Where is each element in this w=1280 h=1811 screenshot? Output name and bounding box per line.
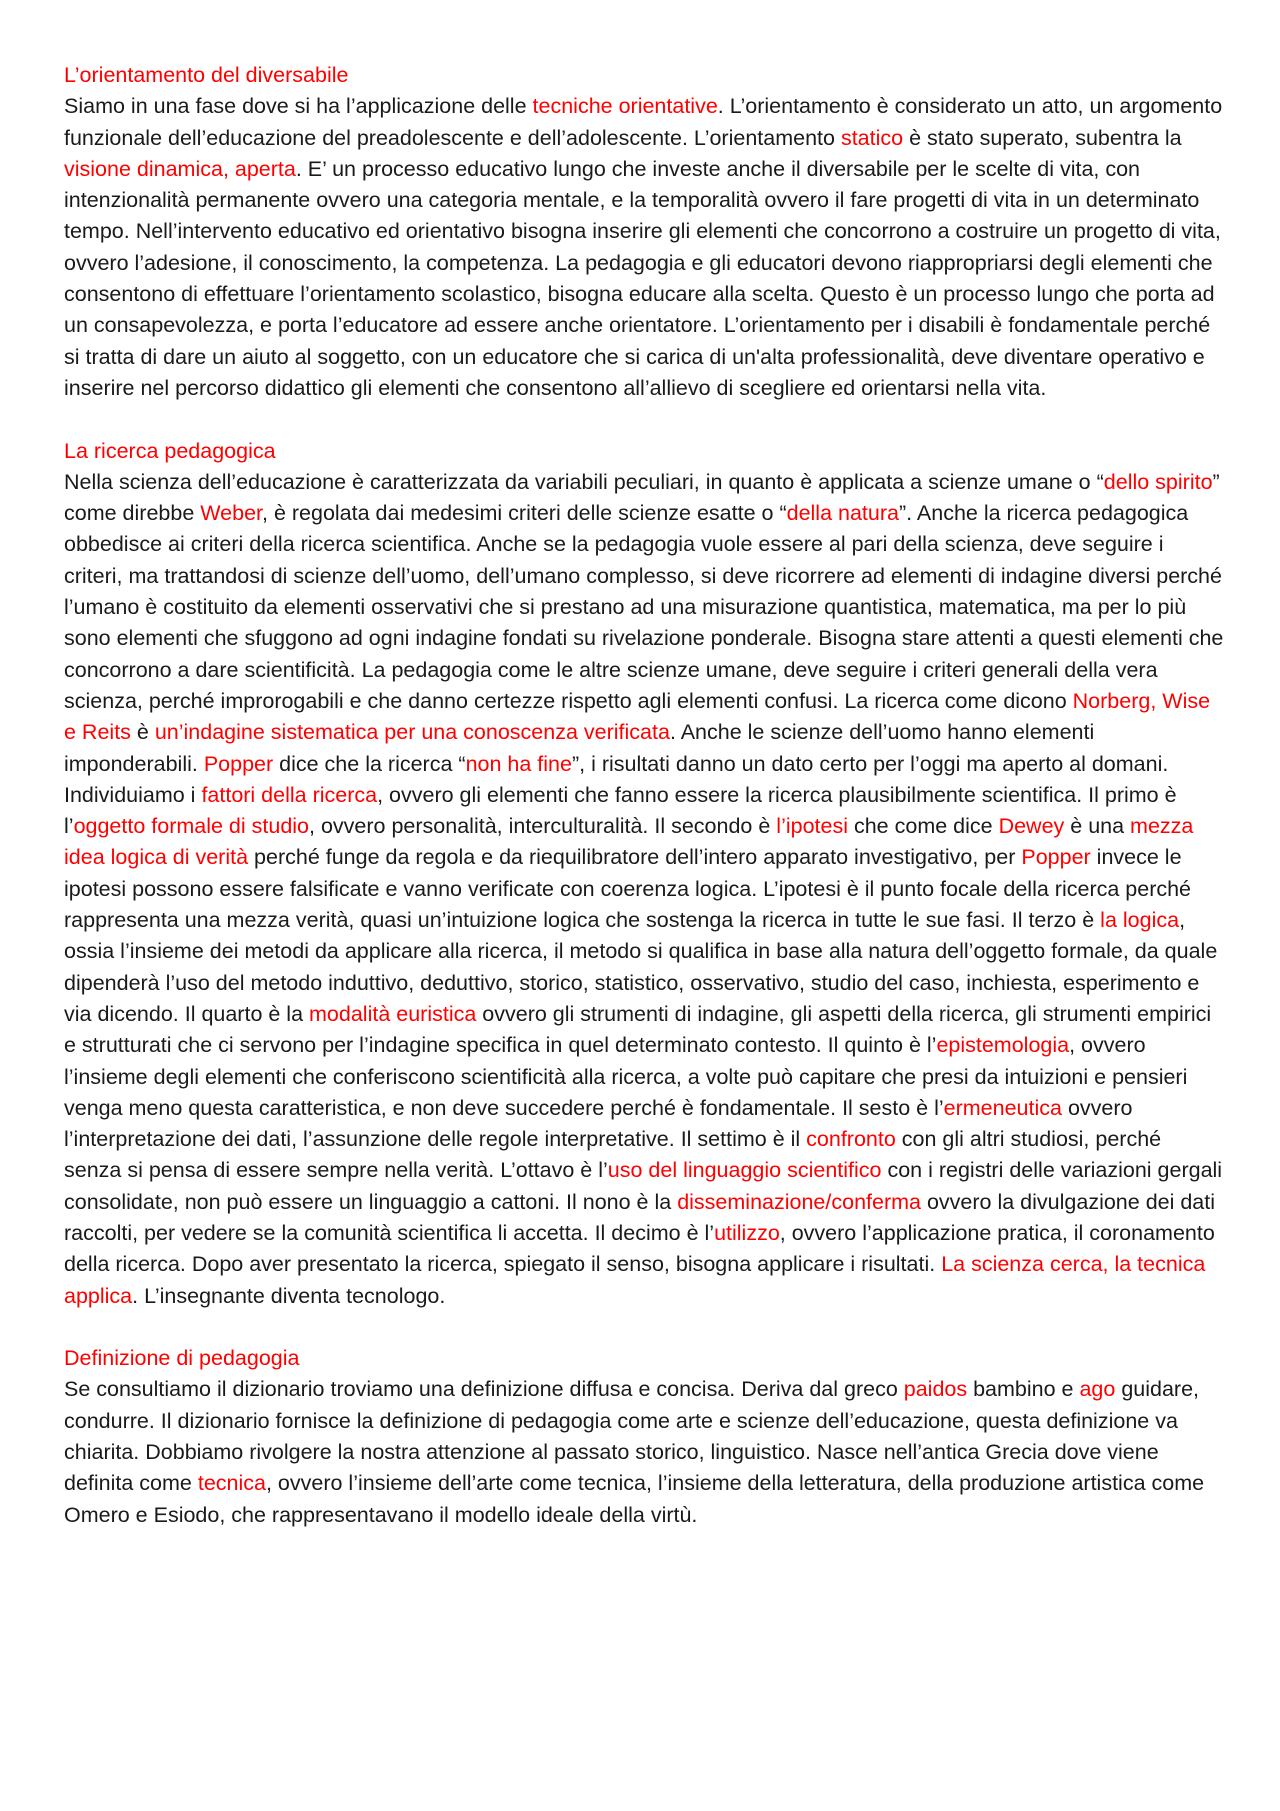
text-run: Siamo in una fase dove si ha l’applicazione delle [64, 94, 533, 119]
highlighted-term: Dewey [998, 814, 1065, 839]
text-run: invece le ipotesi possono essere falsificate e vanno verificate con coerenza logica. L’ipotesi è il punto focale della ricerca perché rappresenta una mezza verità, quasi un’intuizione logica che sostenga la ricerca in tutte le sue fasi. Il terzo è [64, 845, 1192, 933]
highlighted-term: tecniche orientative [532, 94, 718, 119]
highlighted-term: non ha fine [465, 751, 572, 776]
highlighted-term: Popper [203, 751, 274, 776]
section-ricerca-pedagogica [64, 436, 1224, 1312]
section-heading: La ricerca pedagogica [64, 438, 276, 463]
document-page [64, 60, 1224, 1562]
text-run: ”, i risultati danno un dato certo per l’oggi ma aperto al domani. Individuiamo i [64, 751, 1169, 807]
highlighted-term: tecnica [197, 1471, 266, 1496]
section-body [64, 91, 1224, 404]
text-run: ovvero l’interpretazione dei dati, l’assunzione delle regole interpretative. Il settimo è il [64, 1095, 1133, 1152]
highlighted-term: oggetto formale di studio [73, 814, 310, 839]
text-run: dice che la ricerca “ [273, 751, 466, 776]
highlighted-term: uso del linguaggio scientifico [607, 1158, 882, 1183]
text-run: , ovvero personalità, interculturalità. Il secondo è [309, 814, 777, 839]
highlighted-term: visione dinamica, aperta [64, 156, 296, 181]
highlighted-term: della natura [786, 501, 899, 526]
text-run: , è regolata dai medesimi criteri delle scienze esatte o “ [262, 501, 787, 526]
text-run: è [130, 720, 155, 745]
text-run: Se consultiamo il dizionario troviamo una definizione diffusa e concisa. Deriva dal greco [64, 1377, 904, 1402]
highlighted-term: ermeneutica [943, 1095, 1062, 1120]
highlighted-term: mezza idea logica di verità [64, 814, 1194, 870]
text-run: , ossia l’insieme dei metodi da applicare alla ricerca, il metodo si qualifica in base alla natura dell’oggetto formale, da quale dipenderà l’uso del metodo induttivo, deduttivo, storico, statistico, osservativo, studio del caso, inchiesta, esperimento e via dicendo. Il quarto è la [64, 908, 1218, 1026]
section-heading: Definizione di pedagogia [64, 1346, 300, 1371]
highlighted-term: paidos [903, 1377, 968, 1402]
section-body [64, 1374, 1224, 1530]
highlighted-term: l’ipotesi [776, 814, 848, 839]
text-run: . L’insegnante diventa tecnologo. [132, 1283, 446, 1308]
text-run: con gli altri studiosi, perché senza si pensa di essere sempre nella verità. L’ottavo è l’ [64, 1127, 1162, 1183]
section-body [64, 467, 1224, 1312]
highlighted-term: Norberg, Wise e Reits [64, 688, 1211, 745]
text-run: è una [1064, 814, 1131, 839]
text-run: . E’ un processo educativo lungo che investe anche il diversabile per le scelte di vita, con intenzionalità permanente ovvero una categoria mentale, e la temporalità ovvero il fare progetti di vita in un determinato tempo. Nell’intervento educativo ed orientativo bisogna inserire gli elementi che concorrono a costruire un progetto di vita, ovvero l’adesione, il conoscimento, la competenza. La pedagogia e gli educatori devono riappropriarsi degli elementi che consentono di effettuare l’orientamento scolastico, bisogna educare alla scelta. Questo è un processo lungo che porta ad un consapevolezza, e porta l’educatore ad essere anche orientatore. L’orientamento per i disabili è fondamentale perché si tratta di dare un aiuto al soggetto, con un educatore che si carica di un'alta professionalità, deve diventare operativo e inserire nel percorso didattico gli elementi che consentono all’allievo di scegliere ed orientarsi nella vita. [64, 156, 1221, 400]
text-run: , ovvero l’insieme degli elementi che conferiscono scientificità alla ricerca, a volte può capitare che presi da intuizioni e pensieri venga meno questa caratteristica, e non deve succedere perché è fondamentale. Il sesto è l’ [64, 1033, 1188, 1120]
text-run: è stato superato, subentra la [903, 125, 1182, 150]
text-run: perché funge da regola e da riequilibratore dell’intero apparato investigativo, per [248, 845, 1022, 870]
highlighted-term: un’indagine sistematica per una conoscenza verificata [154, 720, 670, 745]
text-run: . Anche le scienze dell’uomo hanno elementi imponderabili. [64, 720, 1095, 776]
text-run: , ovvero l’insieme dell’arte come tecnica, l’insieme della letteratura, della produzione artistica come Omero e Esiodo, che rappresentavano il modello ideale della virtù. [64, 1471, 1205, 1527]
text-run: con i registri delle variazioni gergali consolidate, non può essere un linguaggio a cattoni. Il nono è la [64, 1158, 1223, 1214]
section-orientamento [64, 60, 1224, 404]
highlighted-term: statico [840, 125, 904, 150]
highlighted-term: epistemologia [936, 1033, 1070, 1058]
highlighted-term: disseminazione/conferma [677, 1189, 921, 1214]
text-run: ovvero gli strumenti di indagine, gli aspetti della ricerca, gli strumenti empirici e strutturati che ci servono per l’indagine specifica in quel determinato contesto. Il quinto è l’ [64, 1001, 1212, 1058]
text-run: , ovvero l’applicazione pratica, il coronamento della ricerca. Dopo aver presentato la ricerca, spiegato il senso, bisogna applicare i risultati. [64, 1220, 1215, 1277]
highlighted-term: utilizzo [714, 1220, 780, 1245]
highlighted-term: Popper [1021, 845, 1091, 870]
highlighted-term: la logica [1100, 908, 1180, 933]
highlighted-term: La scienza cerca, la tecnica applica [64, 1252, 1206, 1308]
text-run: ” come direbbe [64, 469, 1220, 526]
highlighted-term: fattori della ricerca [201, 782, 378, 807]
text-run: Nella scienza dell’educazione è caratterizzata da variabili peculiari, in quanto è applicata a scienze umane o “ [64, 469, 1104, 494]
text-run: . L’orientamento è considerato un atto, un argomento funzionale dell’educazione del preadolescente e dell’adolescente. L’orientamento [64, 94, 1223, 150]
section-heading: L’orientamento del diversabile [64, 63, 349, 87]
highlighted-term: confronto [806, 1127, 896, 1152]
text-run: guidare, condurre. Il dizionario fornisce la definizione di pedagogia come arte e scienze dell’educazione, questa definizione va chiarita. Dobbiamo rivolgere la nostra attenzione al passato storico, linguistico. Nasce nell’antica Grecia dove viene definita come [64, 1377, 1200, 1496]
text-run: ”. Anche la ricerca pedagogica obbedisce ai criteri della ricerca scientifica. Anche se la pedagogia vuole essere al pari della scienza, deve seguire i criteri, ma trattandosi di scienze dell’uomo, dell’umano complesso, si deve ricorrere ad elementi di indagine diversi perché l’umano è costituito da elementi osservativi che si prestano ad una misurazione quantistica, matematica, ma per lo più sono elementi che sfuggono ad ogni indagine fondati su rivelazione ponderale. Bisogna stare attenti a questi elementi che concorrono a dare scientificità. La pedagogia come le altre scienze umane, deve seguire i criteri generali della vera scienza, perché improrogabili e che danno certezze rispetto agli elementi confusi. La ricerca come dicono [64, 501, 1224, 713]
section-definizione-pedagogia [64, 1343, 1224, 1531]
text-run: che come dice [848, 814, 999, 839]
text-run: ovvero la divulgazione dei dati raccolti, per vedere se la comunità scientifica li accetta. Il decimo è l’ [64, 1189, 1216, 1245]
highlighted-term: Weber [200, 501, 262, 526]
highlighted-term: ago [1079, 1377, 1116, 1402]
text-run: , ovvero gli elementi che fanno essere la ricerca plausibilmente scientifica. Il primo è l’ [64, 782, 1177, 839]
highlighted-term: modalità euristica [309, 1001, 477, 1026]
highlighted-term: dello spirito [1103, 469, 1213, 494]
text-run: bambino e [967, 1377, 1080, 1402]
